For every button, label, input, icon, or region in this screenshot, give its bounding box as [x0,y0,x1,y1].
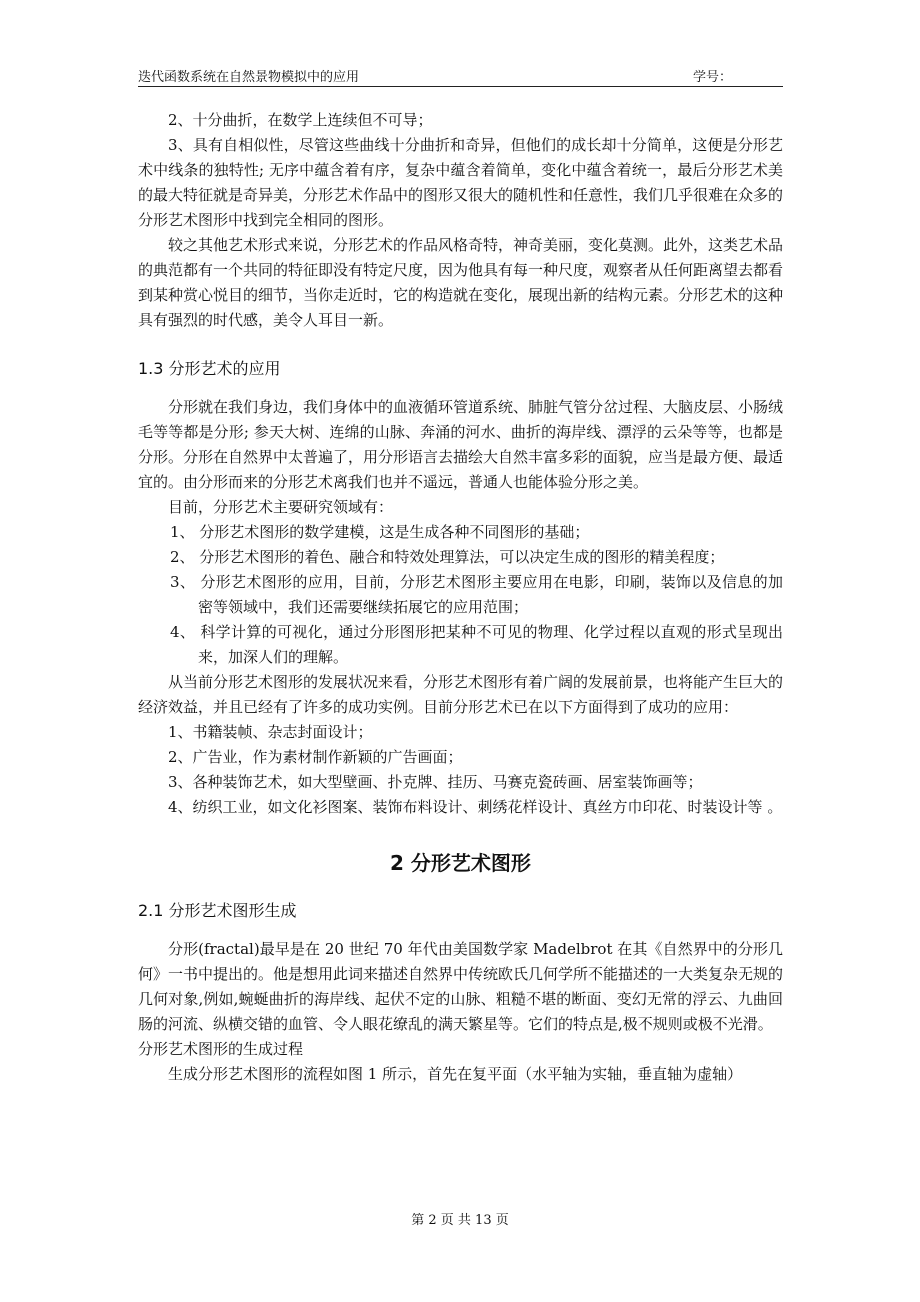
page-body [138,108,783,1087]
section-heading-2-1: 2.1 分形艺术图形生成 [138,901,297,920]
header-title: 迭代函数系统在自然景物模拟中的应用 [138,70,360,85]
paragraph: 分形艺术图形的生成过程 [138,1040,304,1058]
header-student-id: 学号： [693,70,733,85]
paragraph: 3、具有自相似性，尽管这些曲线十分曲折和奇异，但他们的成长却十分简单，这便是分形艺术中线条的独特性; 无序中蕴含着有序，复杂中蕴含着简单，变化中蕴含着统一，最后分形艺术美的最大特征就是奇异美，分形艺术作品中的图形又很大的随机性和任意性，我们几乎很难在众多的分形艺术图形中找到完全相同的图形。 [138,136,784,229]
list-item: 4、 科学计算的可视化，通过分形图形把某种不可见的物理、化学过程以直观的形式呈现出来，加深人们的理解。 [170,623,783,666]
list-item: 2、广告业，作为素材制作新颖的广告画面； [168,748,463,766]
paragraph: 2、十分曲折，在数学上连续但不可导； [168,111,433,129]
page-header [138,64,783,87]
list-item: 1、书籍装帧、杂志封面设计； [168,723,373,741]
paragraph: 分形就在我们身边，我们身体中的血液循环管道系统、肺脏气管分岔过程、大脑皮层、小肠绒毛等等都是分形; 参天大树、连绵的山脉、奔涌的河水、曲折的海岸线、漂浮的云朵等等，也都是分形。分形在自然界中太普遍了，用分形语言去描绘大自然丰富多彩的面貌，应当是最方便、最适宜的。由分形而来的分形艺术离我们也并不遥远，普通人也能体验分形之美。 [138,398,784,491]
section-heading-1-3: 1.3 分形艺术的应用 [138,359,281,378]
list-item: 3、各种装饰艺术，如大型壁画、扑克牌、挂历、马赛克瓷砖画、居室装饰画等； [168,773,703,791]
list-item: 3、 分形艺术图形的应用，目前，分形艺术图形主要应用在电影，印刷，装饰以及信息的加密等领域中，我们还需要继续拓展它的应用范围； [170,573,783,616]
paragraph: 较之其他艺术形式来说，分形艺术的作品风格奇特，神奇美丽，变化莫测。此外，这类艺术品的典范都有一个共同的特征即没有特定尺度，因为他具有每一种尺度，观察者从任何距离望去都看到某种赏心悦目的细节，当你走近时，它的构造就在变化，展现出新的结构元素。分形艺术的这种具有强烈的时代感，美令人耳目一新。 [138,236,784,329]
page-footer: 第 2 页 共 13 页 [411,1213,509,1228]
paragraph: 从当前分形艺术图形的发展状况来看，分形艺术图形有着广阔的发展前景，也将能产生巨大的经济效益，并且已经有了许多的成功实例。目前分形艺术已在以下方面得到了成功的应用： [138,673,784,716]
chapter-heading: 2 分形艺术图形 [390,851,531,875]
paragraph: 分形(fractal)最早是在 20 世纪 70 年代由美国数学家 Madelbrot 在其《自然界中的分形几何》一书中提出的。他是想用此词来描述自然界中传统欧氏几何学所不能描述的一大类复杂无规的几何对象,例如,蜿蜒曲折的海岸线、起伏不定的山脉、粗糙不堪的断面、变幻无常的浮云、九曲回肠的河流、纵横交错的血管、令人眼花缭乱的满天繁星等。它们的特点是,极不规则或极不光滑。 [138,940,784,1033]
paragraph: 目前，分形艺术主要研究领域有： [168,498,394,516]
list-item: 2、 分形艺术图形的着色、融合和特效处理算法，可以决定生成的图形的精美程度； [170,548,725,566]
list-item: 1、 分形艺术图形的数学建模，这是生成各种不同图形的基础； [170,523,590,541]
paragraph: 生成分形艺术图形的流程如图 1 所示，首先在复平面（水平轴为实轴，垂直轴为虚轴） [168,1065,743,1083]
list-item: 4、纺织工业，如文化衫图案、装饰布料设计、刺绣花样设计、真丝方巾印花、时装设计等 。 [168,798,783,816]
